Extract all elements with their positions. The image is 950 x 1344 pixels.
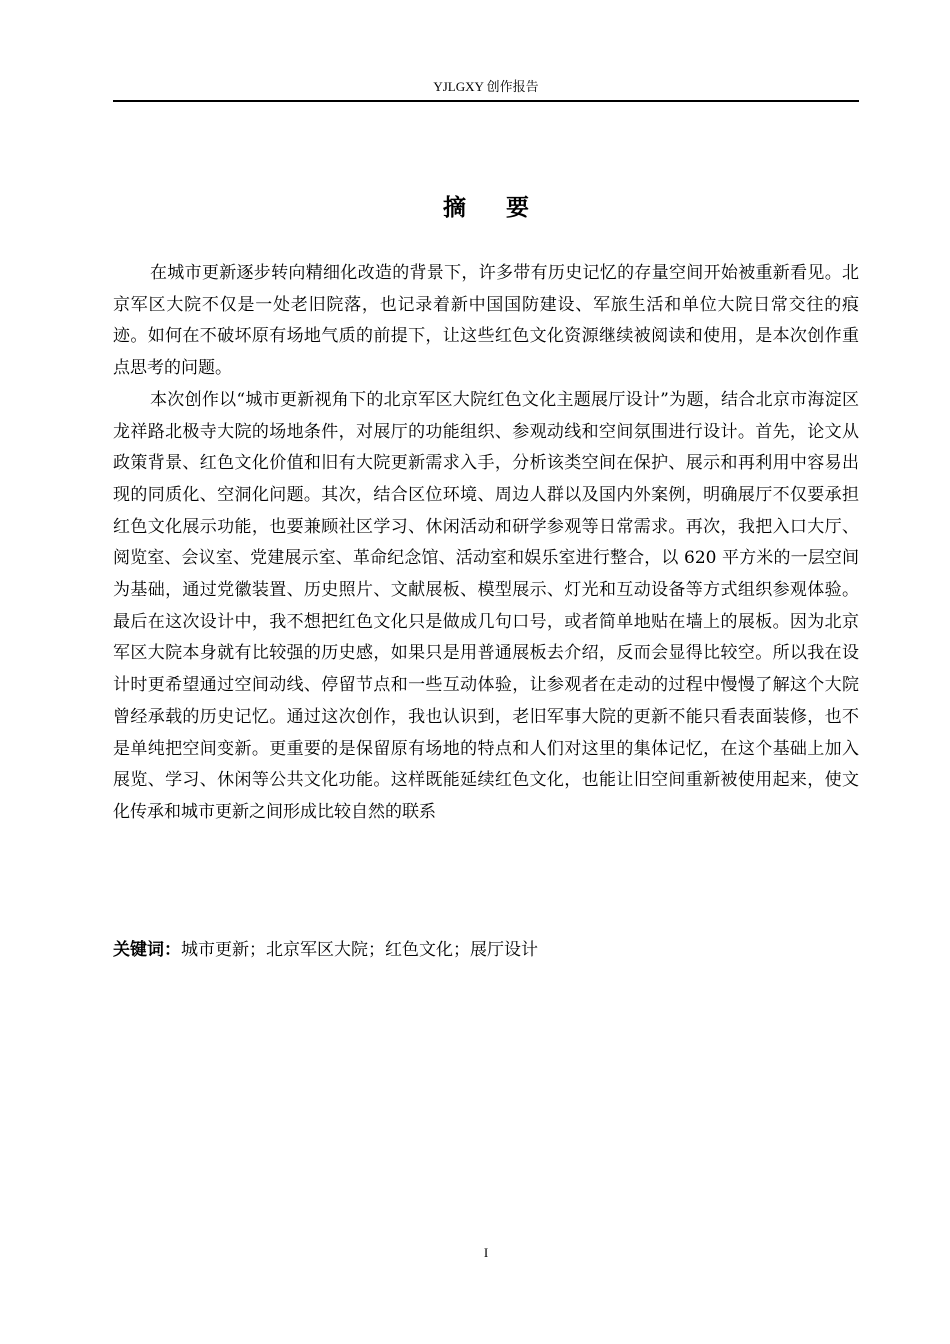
- abstract-title-part2: 要: [506, 195, 529, 221]
- abstract-paragraph: 在城市更新逐步转向精细化改造的背景下，许多带有历史记忆的存量空间开始被重新看见。北京军区大院不仅是一处老旧院落，也记录着新中国国防建设、军旅生活和单位大院日常交往的痕迹。如何在不破坏原有场地气质的前提下，让这些红色文化资源继续被阅读和使用，是本次创作重点思考的问题。: [113, 263, 859, 379]
- abstract-title: [113, 190, 859, 226]
- abstract-body: [113, 258, 859, 829]
- running-header: YJLGXY 创作报告: [433, 79, 539, 94]
- keywords-label: 关键词：: [113, 940, 181, 960]
- keywords-value: 城市更新；北京军区大院；红色文化；展厅设计: [181, 940, 538, 960]
- abstract-paragraph: 本次创作以“城市更新视角下的北京军区大院红色文化主题展厅设计”为题，结合北京市海淀区龙祥路北极寺大院的场地条件，对展厅的功能组织、参观动线和空间氛围进行设计。首先，论文从政策背景、红色文化价值和旧有大院更新需求入手，分析该类空间在保护、展示和再利用中容易出现的同质化、空洞化问题。其次，结合区位环境、周边人群以及国内外案例，明确展厅不仅要承担红色文化展示功能，也要兼顾社区学习、休闲活动和研学参观等日常需求。再次，我把入口大厅、阅览室、会议室、党建展示室、革命纪念馆、活动室和娱乐室进行整合，以 620 平方米的一层空间为基础，通过党徽装置、历史照片、文献展板、模型展示、灯光和互动设备等方式组织参观体验。最后在这次设计中，我不想把红色文化只是做成几句口号，或者简单地贴在墙上的展板。因为北京军区大院本身就有比较强的历史感，如果只是用普通展板去介绍，反而会显得比较空。所以我在设计时更希望通过空间动线、停留节点和一些互动体验，让参观者在走动的过程中慢慢了解这个大院曾经承载的历史记忆。通过这次创作，我也认识到，老旧军事大院的更新不能只看表面装修，也不是单纯把空间变新。更重要的是保留原有场地的特点和人们对这里的集体记忆，在这个基础上加入展览、学习、休闲等公共文化功能。这样既能延续红色文化，也能让旧空间重新被使用起来，使文化传承和城市更新之间形成比较自然的联系: [113, 389, 859, 822]
- abstract-title-part1: 摘: [443, 195, 466, 221]
- keywords-line: [113, 936, 859, 964]
- header-rule: [113, 100, 859, 102]
- page-number: I: [483, 1245, 489, 1260]
